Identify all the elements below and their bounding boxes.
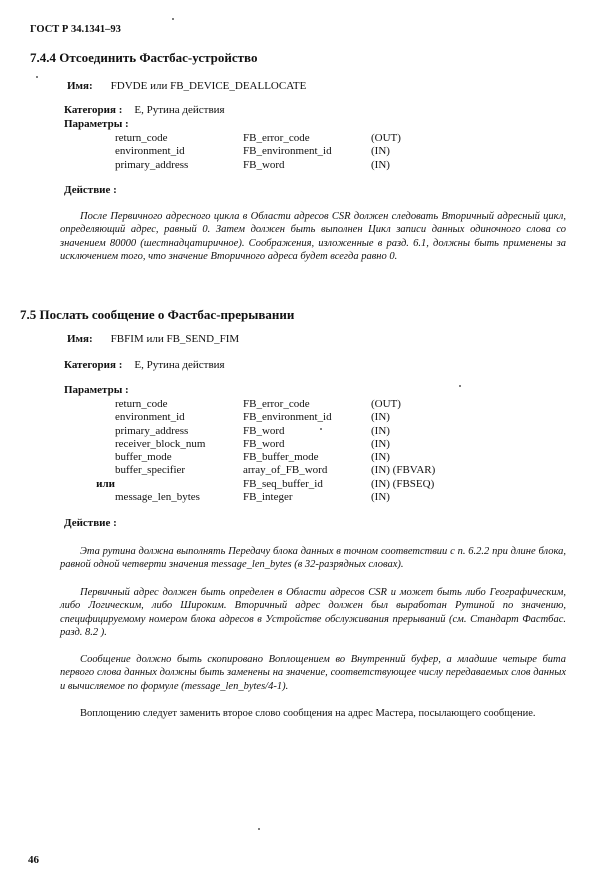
param-name: buffer_specifier [115,464,186,477]
action-paragraph-1: Эта рутина должна выполнять Передачу блока данных в точном соответствии с п. 6.2.2 при длине блока, равной одной четверти значения message_len_bytes (в 32-разрядных словах). [60,546,566,571]
action-paragraph-4: Воплощению следует заменить второе слово сообщения на адрес Мастера, посылающего сообщение. [80,708,536,719]
param-prefix [31,451,115,464]
action-paragraph-2: Первичный адрес должен быть определен в Области адресов CSR и может быть либо Географическим, либо Логическим, либо Широким. Вторичный адрес должен был выработан Рутиной по значению, специфицируемому номером блока адресов в Устройстве обслуживания прерываний (см. Стандарт Фастбас. разд. 8.2 ). [60,587,566,638]
param-type: FB_seq_buffer_id [243,477,323,490]
param-type: FB_word [243,424,285,437]
page-number: 46 [28,854,39,866]
param-prefix [31,464,115,477]
params-label-2: Параметры : [64,384,129,396]
category-line-2 [64,359,225,371]
param-prefix [31,398,115,411]
name-line-2 [67,333,239,345]
scan-speck [258,828,260,830]
param-name: environment_id [115,411,185,424]
param-dir: (IN) [371,424,390,437]
action-label-1: Действие : [64,184,117,196]
param-name: return_code [115,132,168,144]
scan-speck [320,428,322,430]
param-prefix [31,411,115,424]
action-paragraph-3: Сообщение должно быть скопировано Воплощением во Внутренний буфер, а младшие четыре бита первого слова данных должны быть заменены на значение, соответствующее числу передаваемых слов данных и вычисляемое по формуле (message_len_bytes/4-1). [60,654,566,692]
param-type: FB_environment_id [243,145,332,158]
scan-speck [172,18,174,20]
category-line-1 [64,104,225,116]
param-name: buffer_mode [115,451,172,464]
params-table-2 [31,398,461,504]
param-name: receiver_block_num [115,437,206,450]
param-dir: (IN) [371,451,390,464]
name-value: FDVDE или FB_DEVICE_DEALLOCATE [110,80,307,92]
document-code: ГОСТ Р 34.1341–93 [30,24,121,35]
param-prefix [31,491,115,504]
table-row [31,438,461,451]
category-value: Е, Рутина действия [134,104,225,116]
table-row [31,132,461,145]
scan-speck [36,76,38,78]
param-dir: (IN) [371,145,390,158]
param-dir: (IN) [371,158,390,171]
param-type: FB_environment_id [243,411,332,424]
param-prefix [31,425,115,438]
section-title-7-5: 7.5 Послать сообщение о Фастбас-прерывании [20,307,295,322]
param-dir: (IN) [371,437,390,450]
param-name: return_code [115,398,168,410]
param-type: FB_error_code [243,398,310,410]
param-type: FB_word [243,437,285,450]
table-row [31,159,461,172]
name-label: Имя: [67,333,93,345]
param-type: FB_error_code [243,132,310,144]
table-row [31,464,461,477]
action-label-2: Действие : [64,517,117,529]
name-value: FBFIM или FB_SEND_FIM [110,333,240,345]
table-row [31,398,461,411]
table-row [31,478,461,491]
param-prefix [31,438,115,451]
param-dir: (IN) [371,491,390,504]
params-table-1 [31,132,461,172]
name-line-1 [67,80,306,92]
param-name: primary_address [115,424,189,437]
param-name: primary_address [115,158,189,171]
table-row [31,411,461,424]
param-type: FB_buffer_mode [243,451,319,464]
scan-speck [459,385,461,387]
category-label: Категория : [64,104,123,116]
category-value: Е, Рутина действия [134,359,225,371]
param-dir: (OUT) [371,398,401,410]
category-label: Категория : [64,359,123,371]
param-dir: (IN) (FBVAR) [371,464,436,477]
section-title-7-4-4: 7.4.4 Отсоединить Фастбас-устройство [30,50,258,65]
table-row [31,491,461,504]
param-type: FB_integer [243,491,293,504]
param-dir: (IN) [371,411,390,424]
param-name: message_len_bytes [115,491,200,504]
name-label: Имя: [67,80,93,92]
param-prefix [31,132,115,145]
param-dir: (IN) (FBSEQ) [371,477,435,490]
param-prefix [31,159,115,172]
param-type: array_of_FB_word [243,464,328,477]
param-dir: (OUT) [371,132,401,144]
table-row [31,425,461,438]
param-type: FB_word [243,158,285,171]
param-prefix: или [96,477,115,490]
params-label-1: Параметры : [64,118,129,130]
param-name [115,478,243,491]
table-row [31,145,461,158]
table-row [31,451,461,464]
param-prefix [31,145,115,158]
param-name: environment_id [115,145,185,158]
action-text-1: После Первичного адресного цикла в Области адресов CSR должен следовать Вторичный адресный цикл, определяющий адрес, равный 0. Затем должен быть выполнен Цикл записи данных одиночного слова со значением 80000 (шестнадцатиричное). Соображения, изложенные в разд. 6.1, должны быть применены за исключением того, что значение Вторичного адреса будет всегда равно 0. [60,211,566,262]
